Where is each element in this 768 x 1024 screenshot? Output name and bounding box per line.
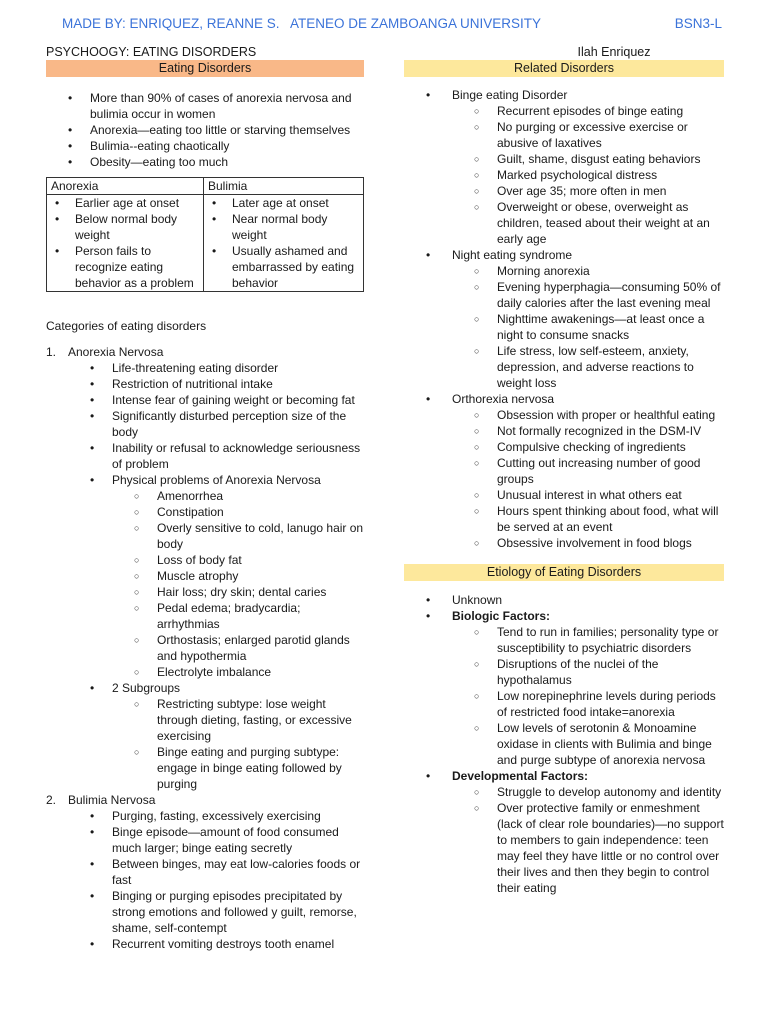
document-title: PSYCHOOGY: EATING DISORDERS [46, 45, 257, 59]
sub-item: ○ Pedal edema; bradycardia; arrhythmias [112, 600, 364, 632]
physical-problems-title: Physical problems of Anorexia Nervosa [112, 473, 321, 487]
list-item: • Near normal body weight [206, 211, 361, 243]
list-item: • Between binges, may eat low-calories foods or fast [68, 856, 364, 888]
sub-item: ○ Compulsive checking of ingredients [452, 439, 724, 455]
sub-item: ○ Low norepinephrine levels during periods of restricted food intake=anorexia [452, 688, 724, 720]
list-item: • More than 90% of cases of anorexia nervosa and bulimia occur in women [46, 90, 364, 122]
sub-item: ○ Orthostasis; enlarged parotid glands and hypothermia [112, 632, 364, 664]
night-eating-title: Night eating syndrome [452, 248, 573, 262]
sub-item: ○ Over protective family or enmeshment (lack of clear role boundaries)—no support to members to gain independence: teen may feel they have little or no control over their lives and then they begin to control their eating [452, 800, 724, 896]
comparison-table [46, 177, 364, 292]
etiology-list [404, 592, 724, 896]
biologic-factors-title: Biologic Factors: [452, 609, 551, 623]
sub-item: ○ Over age 35; more often in men [452, 183, 724, 199]
list-item: • Life-threatening eating disorder [68, 360, 364, 376]
category-title: Anorexia Nervosa [68, 345, 164, 359]
list-item: • Inability or refusal to acknowledge seriousness of problem [68, 440, 364, 472]
etiology-banner: Etiology of Eating Disorders [404, 564, 724, 581]
list-item: • Binging or purging episodes precipitated by strong emotions and followed y guilt, remorse, shame, self-contempt [68, 888, 364, 936]
categories-title: Categories of eating disorders [46, 319, 207, 333]
sub-item: ○ Guilt, shame, disgust eating behaviors [452, 151, 724, 167]
related-disorders-banner: Related Disorders [404, 60, 724, 77]
made-by-text: MADE BY: ENRIQUEZ, REANNE S. [62, 16, 280, 31]
list-item [404, 391, 724, 551]
list-item: • Obesity—eating too much [46, 154, 364, 170]
list-item [404, 247, 724, 391]
list-item: • Binge episode—amount of food consumed much larger; binge eating secretly [68, 824, 364, 856]
sub-item: ○ Unusual interest in what others eat [452, 487, 724, 503]
table-cell-anorexia [47, 195, 204, 292]
intro-list [46, 90, 364, 170]
table-cell-bulimia [204, 195, 364, 292]
page-header [62, 16, 722, 36]
list-item: • Intense fear of gaining weight or becoming fat [68, 392, 364, 408]
list-item: • Earlier age at onset [49, 195, 201, 211]
sub-item: ○ Constipation [112, 504, 364, 520]
sub-item: ○ Obsessive involvement in food blogs [452, 535, 724, 551]
category-title: Bulimia Nervosa [68, 793, 156, 807]
sub-item: ○ Not formally recognized in the DSM-IV [452, 423, 724, 439]
list-item [68, 472, 364, 680]
left-column [46, 44, 364, 952]
sub-item: ○ Disruptions of the nuclei of the hypothalamus [452, 656, 724, 688]
sub-item: ○ Muscle atrophy [112, 568, 364, 584]
list-item: • Anorexia—eating too little or starving themselves [46, 122, 364, 138]
list-item [404, 768, 724, 896]
category-bulimia [46, 792, 364, 952]
sub-item: ○ Tend to run in families; personality type or susceptibility to psychiatric disorders [452, 624, 724, 656]
orthorexia-title: Orthorexia nervosa [452, 392, 555, 406]
sub-item: ○ Obsession with proper or healthful eating [452, 407, 724, 423]
category-anorexia [46, 344, 364, 792]
list-item: • Bulimia--eating chaotically [46, 138, 364, 154]
list-number: 1. [46, 345, 57, 359]
list-item: • Person fails to recognize eating behavior as a problem [49, 243, 201, 291]
sub-item: ○ Cutting out increasing number of good groups [452, 455, 724, 487]
right-column [404, 44, 724, 896]
list-item: • Unknown [404, 592, 724, 608]
list-item: • Below normal body weight [49, 211, 201, 243]
table-header-anorexia: Anorexia [47, 178, 204, 195]
list-item: • Purging, fasting, excessively exercising [68, 808, 364, 824]
sub-item: ○ Binge eating and purging subtype: engage in binge eating followed by purging [112, 744, 364, 792]
list-item [404, 87, 724, 247]
sub-item: ○ Recurrent episodes of binge eating [452, 103, 724, 119]
binge-title: Binge eating Disorder [452, 88, 568, 102]
developmental-factors-title: Developmental Factors: [452, 769, 589, 783]
sub-item: ○ Overweight or obese, overweight as children, teased about their weight at an early age [452, 199, 724, 247]
sub-item: ○ Restricting subtype: lose weight through dieting, fasting, or excessive exercising [112, 696, 364, 744]
list-item [68, 680, 364, 792]
sub-item: ○ Hair loss; dry skin; dental caries [112, 584, 364, 600]
sub-item: ○ Low levels of serotonin & Monoamine oxidase in clients with Bulimia and binge and purge subtype of anorexia nervosa [452, 720, 724, 768]
list-item: • Usually ashamed and embarrassed by eating behavior [206, 243, 361, 291]
sub-item: ○ Electrolyte imbalance [112, 664, 364, 680]
list-item: • Recurrent vomiting destroys tooth enamel [68, 936, 364, 952]
author-name: Ilah Enriquez [577, 45, 651, 59]
eating-disorders-banner: Eating Disorders [46, 60, 364, 77]
sub-item: ○ Evening hyperphagia—consuming 50% of daily calories after the last evening meal [452, 279, 724, 311]
sub-item: ○ Nighttime awakenings—at least once a night to consume snacks [452, 311, 724, 343]
related-disorders-list [404, 87, 724, 551]
sub-item: ○ Struggle to develop autonomy and identity [452, 784, 724, 800]
sub-item: ○ No purging or excessive exercise or abusive of laxatives [452, 119, 724, 151]
sub-item: ○ Hours spent thinking about food, what will be served at an event [452, 503, 724, 535]
list-item: • Restriction of nutritional intake [68, 376, 364, 392]
list-item [404, 608, 724, 768]
subgroups-title: 2 Subgroups [112, 681, 181, 695]
list-item: • Significantly disturbed perception size of the body [68, 408, 364, 440]
sub-item: ○ Marked psychological distress [452, 167, 724, 183]
sub-item: ○ Amenorrhea [112, 488, 364, 504]
school-name: ATENEO DE ZAMBOANGA UNIVERSITY [290, 16, 542, 31]
sub-item: ○ Life stress, low self-esteem, anxiety, depression, and adverse reactions to weight loss [452, 343, 724, 391]
categories-list [46, 344, 364, 952]
list-number: 2. [46, 793, 57, 807]
sub-item: ○ Overly sensitive to cold, lanugo hair on body [112, 520, 364, 552]
section-code: BSN3-L [674, 16, 722, 31]
table-header-bulimia: Bulimia [204, 178, 364, 195]
list-item: • Later age at onset [206, 195, 361, 211]
sub-item: ○ Morning anorexia [452, 263, 724, 279]
sub-item: ○ Loss of body fat [112, 552, 364, 568]
